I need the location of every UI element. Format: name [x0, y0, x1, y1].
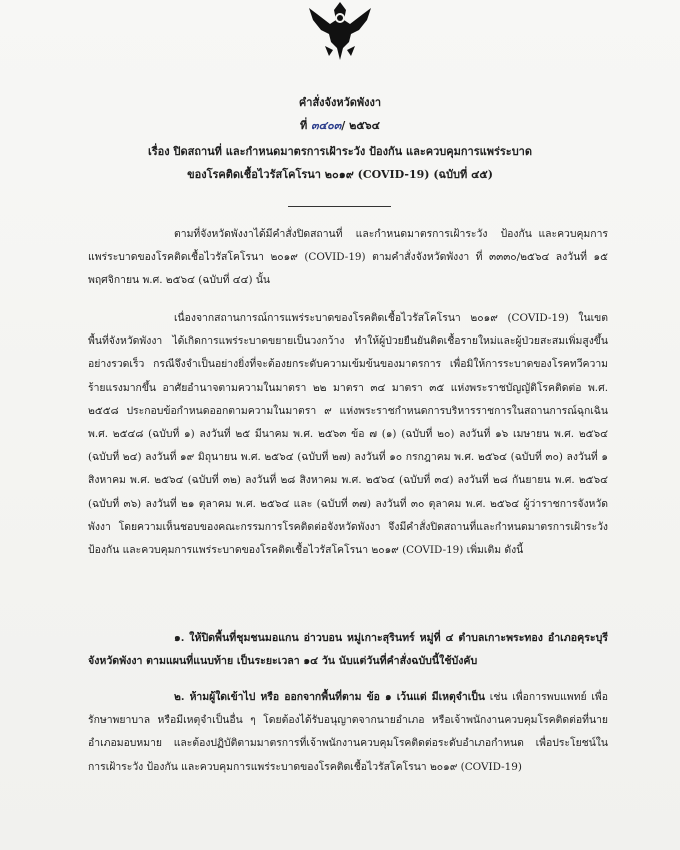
order-number [0, 116, 680, 134]
subject-line-2: ของโรคติดเชื้อไวรัสโคโรนา ๒๐๑๙ (COVID-19) (ฉบับที่ ๔๕) [187, 168, 493, 181]
order-number-prefix: ที่ [300, 119, 312, 132]
order-number-handwritten: ๓๔๐๓ [311, 119, 342, 132]
order-item-1-text: ๑. ให้ปิดพื้นที่ชุมชนมอแกน อ่าวบอน หมู่เกาะสุรินทร์ หมู่ที่ ๔ ตำบลเกาะพระทอง อำเภอคุระบุรี จังหวัดพังงา ตามแผนที่แนบท้าย เป็นระยะเวลา ๑๔ วัน นับแต่วันที่คำสั่งฉบับนี้ใช้บังคับ [88, 632, 612, 668]
garuda-emblem-icon [305, 0, 375, 62]
order-title: คำสั่งจังหวัดพังงา [298, 96, 382, 109]
paragraph-reason-text: เนื่องจากสถานการณ์การแพร่ระบาดของโรคติดเชื้อไวรัสโคโรนา ๒๐๑๙ (COVID-19) ในเขตพื้นที่จังหวัดพังงา ได้เกิดการแพร่ระบาดขยายเป็นวงกว้าง ทำให้ผู้ป่วยยืนยันติดเชื้อรายใหม่และผู้ป่วยสะสมเพิ่มสูงขึ้นอย่างรวดเร็ว กรณีจึงจำเป็นอย่างยิ่งที่จะต้องยกระดับความเข้มข้นของมาตรการ เพื่อมิให้การระบาดของโรคทวีความร้ายแรงมากขึ้น อาศัยอำนาจตามความในมาตรา ๒๒ มาตรา ๓๔ มาตรา ๓๕ แห่งพระราชบัญญัติโรคติดต่อ พ.ศ. ๒๕๕๘ ประกอบข้อกำหนดออกตามความในมาตรา ๙ แห่งพระราชกำหนดการบริหารราชการในสถานการณ์ฉุกเฉิน พ.ศ. ๒๕๔๘ (ฉบับที่ ๑) ลงวันที่ ๒๕ มีนาคม พ.ศ. ๒๕๖๓ ข้อ ๗ (๑) (ฉบับที่ ๒๐) ลงวันที่ ๑๖ เมษายน พ.ศ. ๒๕๖๔ (ฉบับที่ ๒๔) ลงวันที่ ๑๙ มิถุนายน พ.ศ. ๒๕๖๔ (ฉบับที่ ๒๗) ลงวันที่ ๑๐ กรกฎาคม พ.ศ. ๒๕๖๔ (ฉบับที่ ๓๐) ลงวันที่ ๑ สิงหาคม พ.ศ. ๒๕๖๔ (ฉบับที่ ๓๒) ลงวันที่ ๒๘ สิงหาคม พ.ศ. ๒๕๖๔ (ฉบับที่ ๓๔) ลงวันที่ ๒๘ กันยายน พ.ศ. ๒๕๖๔ (ฉบับที่ ๓๖) ลงวันที่ ๒๑ ตุลาคม พ.ศ. ๒๕๖๔ และ (ฉบับที่ ๓๗) ลงวันที่ ๓๐ ตุลาคม พ.ศ. ๒๕๖๔ ผู้ว่าราชการจังหวัดพังงา โดยความเห็นชอบของคณะกรรมการโรคติดต่อจังหวัดพังงา จึงมีคำสั่งปิดสถานที่และกำหนดมาตรการเฝ้าระวัง ป้องกัน และควบคุมการแพร่ระบาดของโรคติดเชื้อไวรัสโคโรนา ๒๐๑๙ (COVID-19) เพิ่มเติม ดังนี้ [88, 312, 612, 557]
paragraph-reason [88, 307, 612, 562]
order-item-1 [88, 627, 612, 674]
order-item-2 [88, 686, 608, 779]
order-number-suffix: / ๒๕๖๔ [341, 119, 380, 132]
subject-line-1: เรื่อง ปิดสถานที่ และกำหนดมาตรการเฝ้าระวัง ป้องกัน และควบคุมการแพร่ระบาด [148, 145, 532, 158]
paragraph-reference [88, 223, 612, 293]
order-item-2-text: เช่น เพื่อการพบแพทย์ เพื่อรักษาพยาบาล หรือมีเหตุจำเป็นอื่น ๆ โดยต้องได้รับอนุญาตจากนายอำเภอ หรือเจ้าพนักงานควบคุมโรคติดต่อที่นายอำเภอมอบหมาย และต้องปฏิบัติตามมาตรการที่เจ้าพนักงานควบคุมโรคติดต่อระดับอำเภอกำหนด เพื่อประโยชน์ในการเฝ้าระวัง ป้องกัน และควบคุมการแพร่ระบาดของโรคติดเชื้อไวรัสโคโรนา ๒๐๑๙ (COVID-19) [88, 691, 608, 773]
order-item-2-lead: ๒. ห้ามผู้ใดเข้าไป หรือ ออกจากพื้นที่ตาม ข้อ ๑ เว้นแต่ มีเหตุจำเป็น [174, 691, 485, 703]
paragraph-reference-text: ตามที่จังหวัดพังงาได้มีคำสั่งปิดสถานที่ และกำหนดมาตรการเฝ้าระวัง ป้องกัน และควบคุมการแพร่ระบาดของโรคติดเชื้อไวรัสโคโรนา ๒๐๑๙ (COVID-19) ตามคำสั่งจังหวัดพังงา ที่ ๓๓๓๐/๒๕๖๔ ลงวันที่ ๑๕ พฤศจิกายน พ.ศ. ๒๕๖๔ (ฉบับที่ ๔๔) นั้น [88, 228, 612, 287]
title-divider [288, 206, 391, 207]
